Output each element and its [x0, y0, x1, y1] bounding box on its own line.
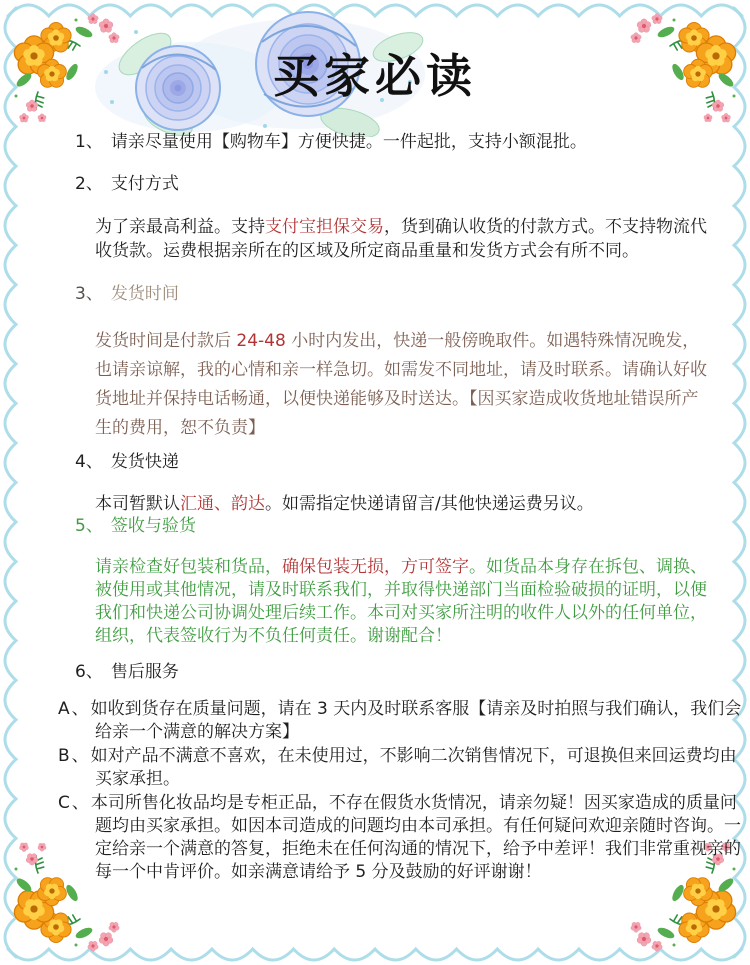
section-2-body-highlight: 支付宝担保交易 [265, 217, 384, 237]
section-5-body-highlight: 确保包装无损，方可签字 [282, 557, 469, 577]
section-4-number: 4、 [75, 452, 103, 472]
aftersale-item-c [58, 792, 747, 884]
section-4-body-post: 。如需指定快递请留言/其他快递运费另议。 [265, 494, 594, 514]
section-5-heading-text: 签收与验货 [110, 516, 196, 536]
section-6-heading-text: 售后服务 [110, 662, 179, 682]
section-3-heading [75, 282, 725, 306]
section-5-body-pre: 请亲检查好包装和货品， [95, 557, 282, 577]
section-3-body [95, 327, 709, 443]
page-title: 买家必读 [273, 49, 477, 103]
section-5-heading [75, 514, 725, 538]
section-2-heading-text: 支付方式 [110, 174, 179, 194]
section-2-body [95, 215, 709, 263]
section-5-body [95, 556, 709, 648]
section-2-number: 2、 [75, 174, 103, 194]
section-5-number: 5、 [75, 516, 103, 536]
section-2-heading [75, 172, 725, 196]
aftersale-item-b-label: B、 [58, 746, 91, 766]
border-left-path [5, 8, 16, 957]
section-1-number: 1、 [75, 132, 103, 152]
section-3-heading-text: 发货时间 [110, 284, 179, 304]
section-6-heading [75, 660, 725, 684]
aftersale-item-a [58, 698, 747, 744]
aftersale-item-b [58, 745, 747, 791]
section-6-number: 6、 [75, 662, 103, 682]
aftersale-item-b-text: 如对产品不满意不喜欢，在未使用过，不影响二次销售情况下，可退换但来回运费均由买家承担。 [90, 746, 737, 789]
section-4-body-pre: 本司暂默认 [95, 494, 180, 514]
section-4-heading [75, 450, 725, 474]
section-3-body-post: 小时内发出，快递一般傍晚取件。如遇特殊情况晚发，也请亲谅解，我的心情和亲一样急切。如需发不同地址，请及时联系。请确认好收货地址并保持电话畅通，以便快递能够及时送达。【因买家造成收货地址错误所产生的费用，恕不负责】 [95, 331, 707, 438]
section-4-heading-text: 发货快递 [110, 452, 179, 472]
section-2-body-pre: 为了亲最高利益。支持 [95, 217, 265, 237]
section-3-body-highlight: 24-48 [236, 331, 286, 351]
section-3-number: 3、 [75, 284, 103, 304]
section-4-body-highlight: 汇通、韵达 [180, 494, 265, 514]
section-3-body-pre: 发货时间是付款后 [95, 331, 237, 351]
aftersale-item-c-label: C、 [58, 793, 91, 813]
section-1-text: 请亲尽量使用【购物车】方便快捷。一件起批，支持小额混批。 [110, 132, 587, 152]
section-1-line [75, 130, 725, 154]
aftersale-item-a-text: 如收到货存在质量问题，请在 3 天内及时联系客服【请亲及时拍照与我们确认，我们会给亲一个满意的解决方案】 [90, 699, 742, 742]
section-5-body-post: 。如货品本身存在拆包、调换、被使用或其他情况，请及时联系我们，并取得快递部门当面检验破损的证明，以便我们和快递公司协调处理后续工作。本司对买家所注明的收件人以外的任何单位，组织，代表签收行为不负任何责任。谢谢配合！ [95, 557, 707, 646]
section-4-body [95, 492, 709, 516]
section-2-body-post: ，货到确认收货的付款方式。不支持物流代收货款。运费根据亲所在的区域及所定商品重量和发货方式会有所不同。 [95, 217, 707, 261]
aftersale-item-a-label: A、 [58, 699, 91, 719]
aftersale-item-c-text: 本司所售化妆品均是专柜正品，不存在假货水货情况，请亲勿疑！因买家造成的质量问题均由买家承担。如因本司造成的问题均由本司承担。有任何疑问欢迎亲随时咨询。一定给亲一个满意的答复，拒绝未在任何沟通的情况下，给予中差评！我们非常重视亲的每一个中肯评价。如亲满意请给予 5 分及鼓励的好评谢谢！ [90, 793, 741, 882]
